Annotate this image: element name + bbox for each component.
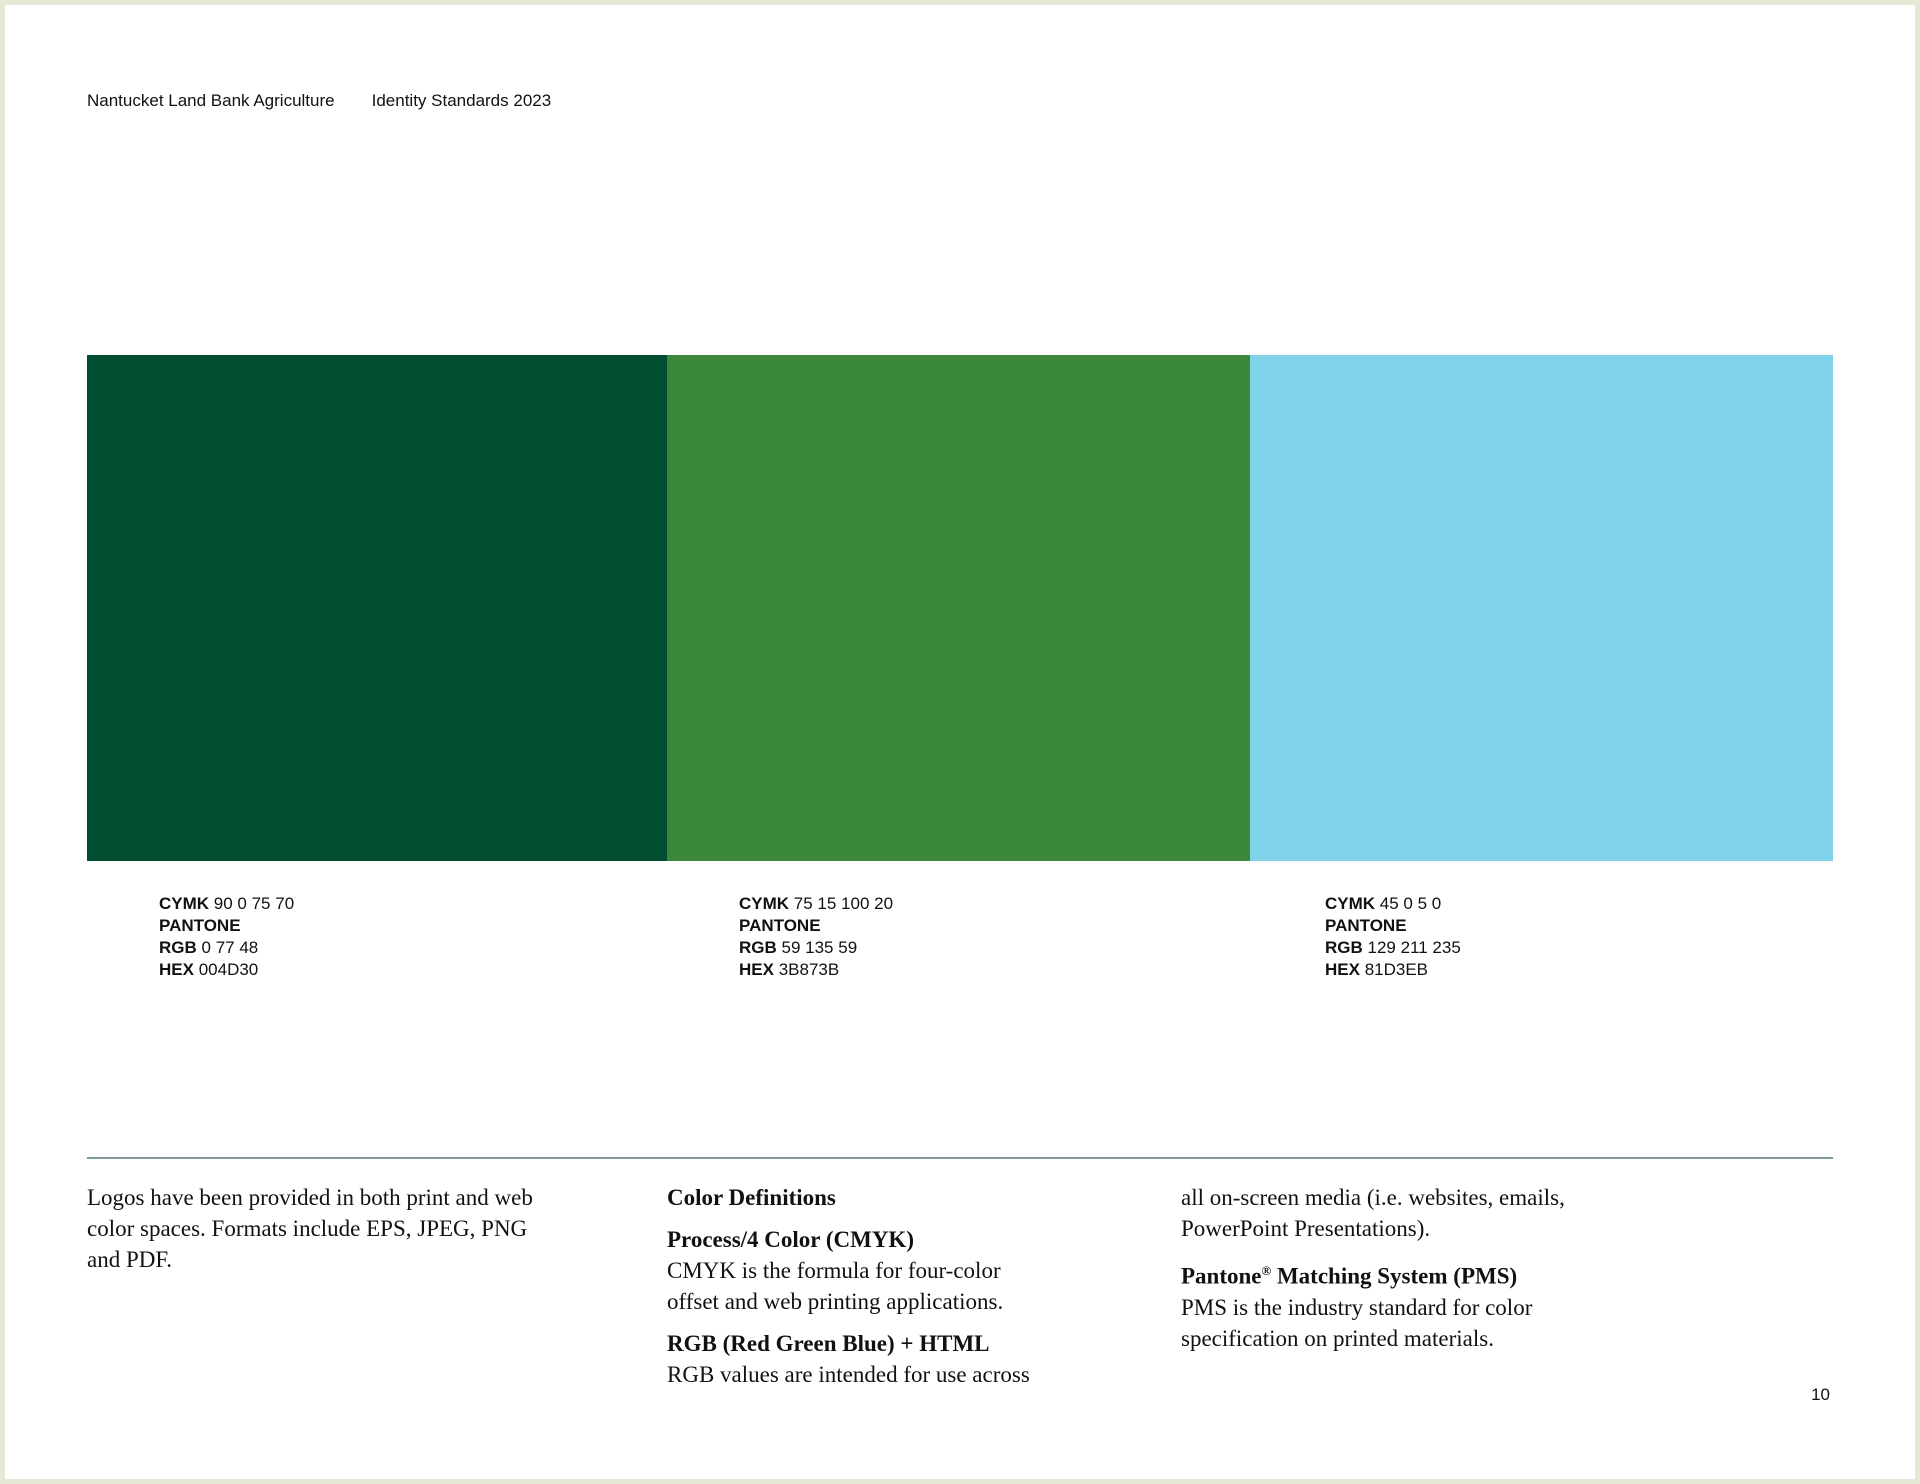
hex-value: 004D30	[198, 960, 259, 979]
definitions-column-continued	[1181, 1182, 1681, 1354]
cymk-value: 45 0 5 0	[1379, 894, 1442, 913]
hex-label: HEX	[739, 960, 774, 979]
hex-value: 3B873B	[778, 960, 840, 979]
registered-mark: ®	[1261, 1263, 1272, 1278]
rgb-label: RGB	[159, 938, 197, 957]
page	[5, 5, 1915, 1479]
cymk-label: CYMK	[159, 894, 210, 913]
definitions-title: Color Definitions	[667, 1185, 836, 1210]
pantone-label: PANTONE	[159, 916, 241, 935]
rgb-heading: RGB (Red Green Blue) + HTML	[667, 1331, 990, 1356]
rgb-value: 129 211 235	[1367, 938, 1461, 957]
spec-green	[739, 893, 893, 981]
header-org-name: Nantucket Land Bank Agriculture	[87, 91, 335, 110]
pms-text: specification on printed materials.	[1181, 1325, 1494, 1351]
spec-light-blue	[1325, 893, 1461, 981]
intro-column	[87, 1182, 607, 1275]
intro-line: and PDF.	[87, 1247, 173, 1272]
cymk-value: 90 0 75 70	[213, 894, 295, 913]
intro-line: color spaces. Formats include EPS, JPEG, PNG	[87, 1216, 528, 1241]
rgb-label: RGB	[1325, 938, 1363, 957]
hex-label: HEX	[159, 960, 194, 979]
pms-heading	[1181, 1255, 1681, 1292]
cmyk-text: CMYK is the formula for four-color	[667, 1258, 1001, 1283]
section-divider	[87, 1157, 1833, 1159]
cymk-label: CYMK	[739, 894, 790, 913]
pms-text: PMS is the industry standard for color	[1181, 1294, 1533, 1320]
color-swatches	[87, 355, 1833, 861]
swatch-light-blue	[1250, 355, 1833, 861]
definitions-column	[667, 1182, 1137, 1390]
spec-dark-green	[159, 893, 294, 981]
rgb-label: RGB	[739, 938, 777, 957]
rgb-value: 59 135 59	[781, 938, 858, 957]
pms-heading-main: Pantone	[1181, 1263, 1262, 1289]
pantone-label: PANTONE	[739, 916, 821, 935]
header-doc-title: Identity Standards 2023	[371, 91, 552, 110]
page-header	[87, 91, 551, 111]
swatch-green	[667, 355, 1250, 861]
intro-line: Logos have been provided in both print and web	[87, 1185, 533, 1210]
hex-value: 81D3EB	[1364, 960, 1429, 979]
rgb-text: RGB values are intended for use across	[667, 1362, 1030, 1387]
cymk-label: CYMK	[1325, 894, 1376, 913]
rgb-value: 0 77 48	[201, 938, 259, 957]
cmyk-text: offset and web printing applications.	[667, 1289, 1004, 1314]
rgb-text: all on-screen media (i.e. websites, emails,	[1181, 1185, 1565, 1210]
cmyk-heading: Process/4 Color (CMYK)	[667, 1227, 914, 1252]
cymk-value: 75 15 100 20	[793, 894, 894, 913]
pms-heading-rest: Matching System (PMS)	[1271, 1263, 1518, 1289]
hex-label: HEX	[1325, 960, 1360, 979]
swatch-dark-green	[87, 355, 667, 861]
rgb-text: PowerPoint Presentations).	[1181, 1216, 1431, 1241]
page-number: 10	[1811, 1385, 1830, 1404]
pantone-label: PANTONE	[1325, 916, 1407, 935]
